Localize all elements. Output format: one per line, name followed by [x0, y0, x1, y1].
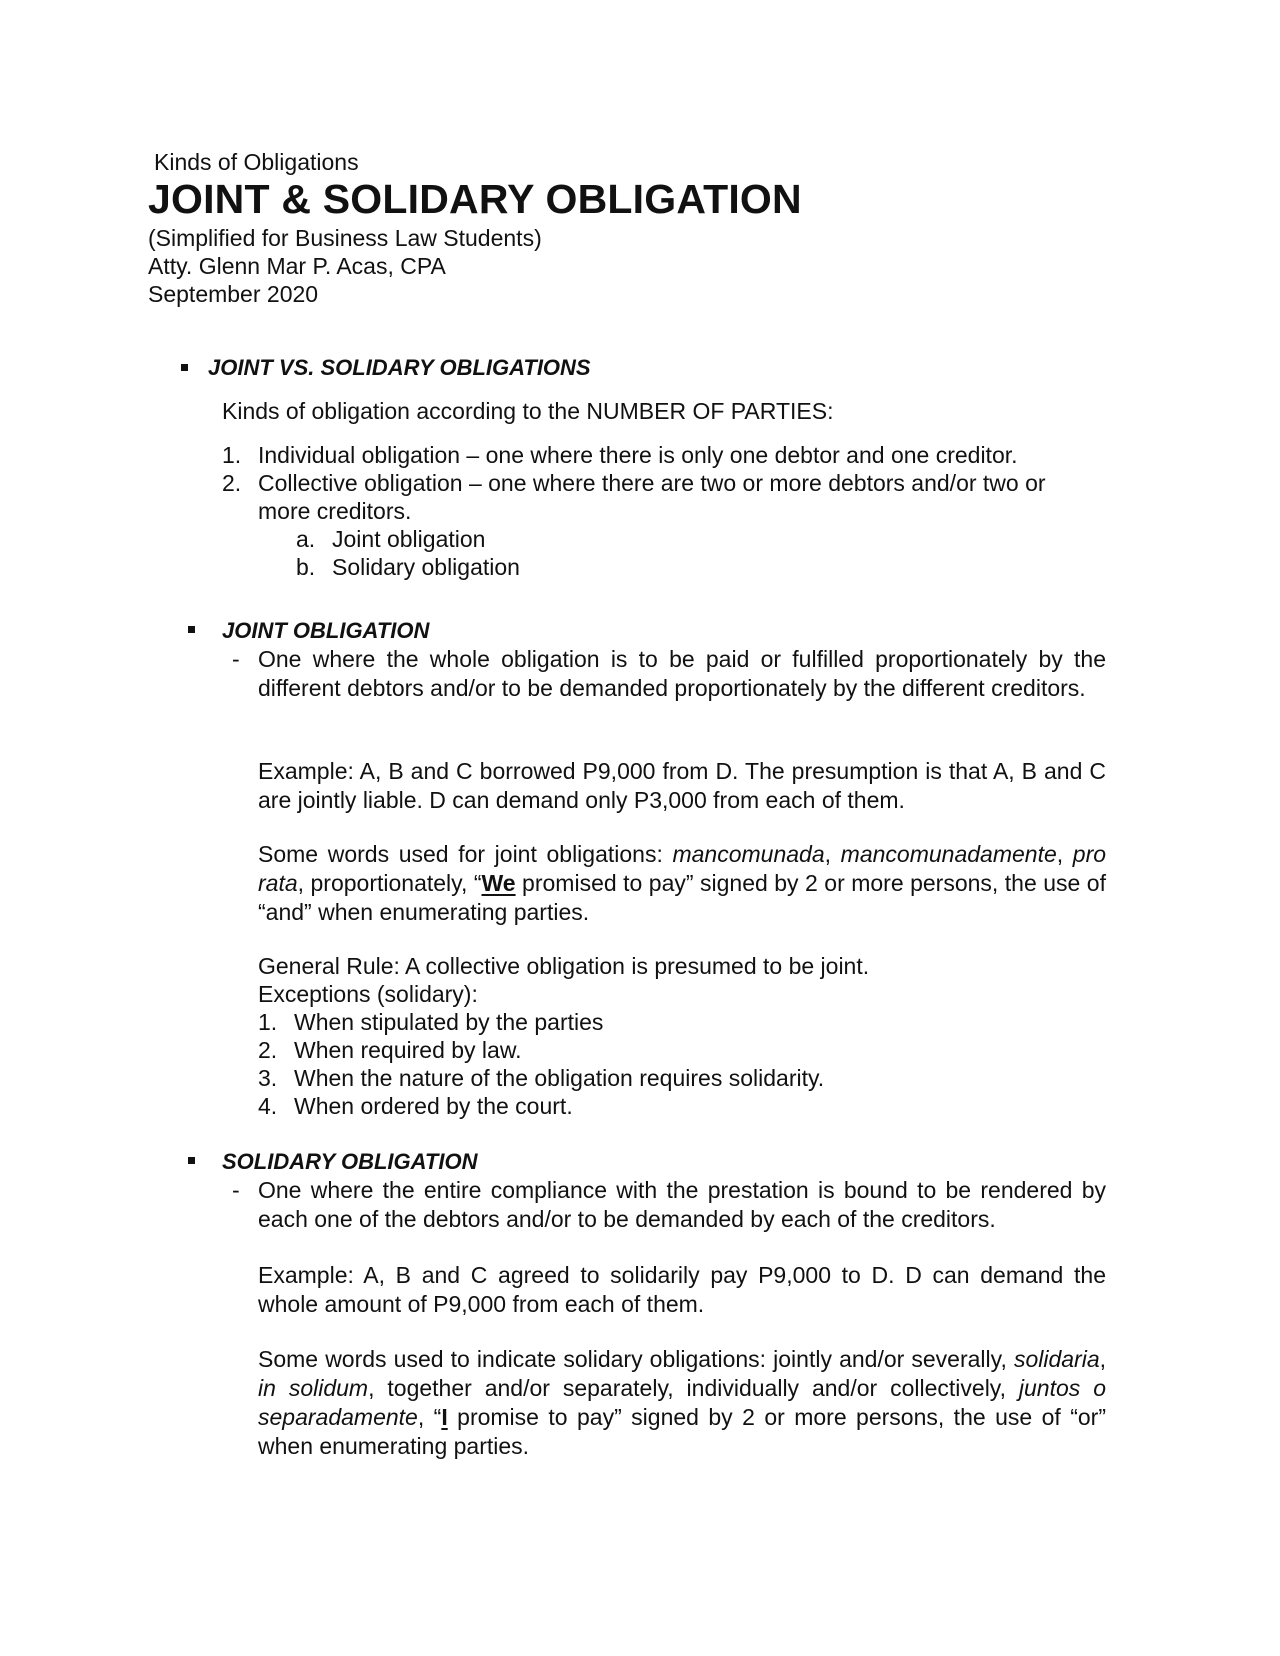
- list-item-number: 1.: [222, 442, 242, 468]
- exception-item: When ordered by the court.: [294, 1093, 573, 1119]
- sublist-item-letter: a.: [296, 526, 316, 552]
- list-item-collective-obligation-cont: more creditors.: [258, 498, 412, 524]
- exception-item: When stipulated by the parties: [294, 1009, 604, 1035]
- solidary-definition: One where the entire compliance with the prestation is bound to be rendered by each one of the debtors and/or to be demanded by each of the creditors.: [258, 1177, 1106, 1232]
- general-rule: General Rule: A collective obligation is presumed to be joint.: [258, 953, 870, 979]
- bullet-icon: [188, 1157, 195, 1164]
- definition-dash: -: [232, 1177, 240, 1203]
- doc-kicker: Kinds of Obligations: [154, 149, 359, 175]
- doc-author: Atty. Glenn Mar P. Acas, CPA: [148, 253, 446, 279]
- section-heading-joint-vs-solidary: JOINT VS. SOLIDARY OBLIGATIONS: [208, 355, 591, 380]
- list-item-collective-obligation: Collective obligation – one where there are two or more debtors and/or two or: [258, 470, 1046, 496]
- sublist-item-joint: Joint obligation: [332, 526, 486, 552]
- definition-dash: -: [232, 646, 240, 672]
- exceptions-label: Exceptions (solidary):: [258, 981, 478, 1007]
- exception-number: 1.: [258, 1009, 278, 1035]
- list-item-individual-obligation: Individual obligation – one where there is only one debtor and one creditor.: [258, 442, 1018, 468]
- exception-item: When required by law.: [294, 1037, 522, 1063]
- doc-title: JOINT & SOLIDARY OBLIGATION: [148, 176, 802, 222]
- solidary-keywords: Some words used to indicate solidary obligations: jointly and/or severally, solidaria, in solidum, together and/or separately, individually and/or collectively, juntos o separadamente, “I promise to pay” signed by 2 or more persons, the use of “or” when enumerating parties.: [258, 1346, 1106, 1459]
- bullet-icon: [181, 364, 188, 371]
- joint-example: Example: A, B and C borrowed P9,000 from D. The presumption is that A, B and C are jointly liable. D can demand only P3,000 from each of them.: [258, 758, 1106, 813]
- joint-definition: One where the whole obligation is to be paid or fulfilled proportionately by the different debtors and/or to be demanded proportionately by the different creditors.: [258, 646, 1106, 701]
- joint-keywords: Some words used for joint obligations: mancomunada, mancomunadamente, pro rata, proportionately, “We promised to pay” signed by 2 or more persons, the use of “and” when enumerating parties.: [258, 841, 1107, 925]
- exception-number: 4.: [258, 1093, 278, 1119]
- solidary-example: Example: A, B and C agreed to solidarily pay P9,000 to D. D can demand the whole amount of P9,000 from each of them.: [258, 1262, 1106, 1317]
- section-heading-solidary-obligation: SOLIDARY OBLIGATION: [222, 1149, 478, 1174]
- section-heading-joint-obligation: JOINT OBLIGATION: [222, 618, 430, 643]
- doc-date: September 2020: [148, 281, 319, 307]
- sublist-item-solidary: Solidary obligation: [332, 554, 520, 580]
- exception-number: 2.: [258, 1037, 278, 1063]
- bullet-icon: [188, 626, 195, 633]
- exception-number: 3.: [258, 1065, 278, 1091]
- doc-subtitle: (Simplified for Business Law Students): [148, 225, 542, 251]
- exception-item: When the nature of the obligation requires solidarity.: [294, 1065, 825, 1091]
- sublist-item-letter: b.: [296, 554, 316, 580]
- section1-intro: Kinds of obligation according to the NUMBER OF PARTIES:: [222, 398, 834, 424]
- list-item-number: 2.: [222, 470, 242, 496]
